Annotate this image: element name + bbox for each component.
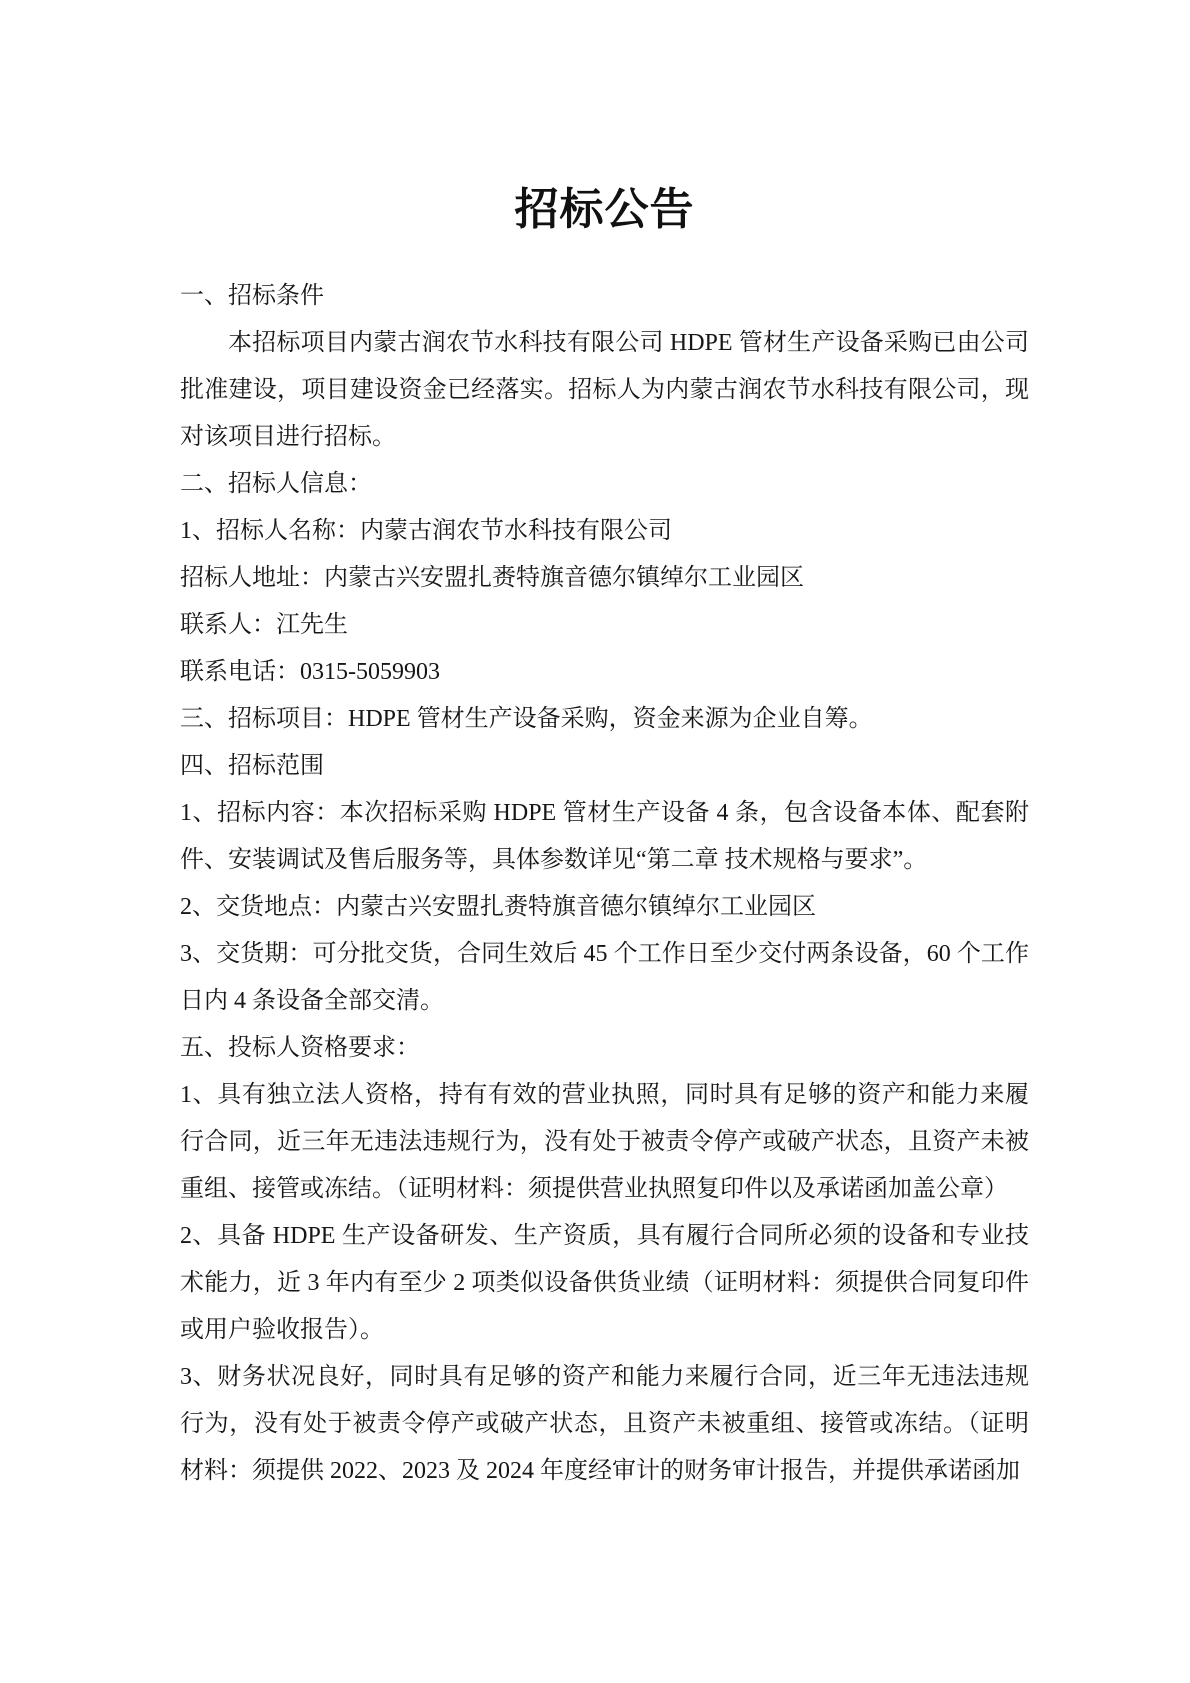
document-paragraph: 1、招标人名称：内蒙古润农节水科技有限公司 (180, 518, 672, 544)
document-paragraph: 1、具有独立法人资格，持有有效的营业执照，同时具有足够的资产和能力来履行合同，近三年无违法违规行为，没有处于被责令停产或破产状态，且资产未被重组、接管或冻结。（证明材料：须提供营业执照复印件以及承诺函加盖公章） (180, 1082, 1029, 1202)
document-paragraph: 3、交货期：可分批交货，合同生效后 45 个工作日至少交付两条设备，60 个工作日内 4 条设备全部交清。 (180, 941, 1029, 1014)
document-paragraph: 2、具备 HDPE 生产设备研发、生产资质，具有履行合同所必须的设备和专业技术能力，近 3 年内有至少 2 项类似设备供货业绩（证明材料：须提供合同复印件或用户验收报告）。 (180, 1223, 1029, 1343)
document-paragraph: 三、招标项目：HDPE 管材生产设备采购，资金来源为企业自筹。 (180, 706, 873, 732)
document-paragraph: 五、投标人资格要求： (180, 1035, 420, 1061)
document-paragraph: 招标人地址：内蒙古兴安盟扎赉特旗音德尔镇绰尔工业园区 (180, 565, 804, 591)
document-paragraph: 本招标项目内蒙古润农节水科技有限公司 HDPE 管材生产设备采购已由公司批准建设，项目建设资金已经落实。招标人为内蒙古润农节水科技有限公司，现对该项目进行招标。 (180, 330, 1029, 450)
document-paragraph: 一、招标条件 (180, 283, 324, 309)
document-paragraph: 二、招标人信息： (180, 471, 372, 497)
document-paragraph: 1、招标内容：本次招标采购 HDPE 管材生产设备 4 条，包含设备本体、配套附件、安装调试及售后服务等，具体参数详见“第二章 技术规格与要求”。 (180, 800, 1029, 873)
document-paragraph: 3、财务状况良好，同时具有足够的资产和能力来履行合同，近三年无违法违规行为，没有处于被责令停产或破产状态，且资产未被重组、接管或冻结。（证明材料：须提供 2022、2023 及 2024 年度经审计的财务审计报告，并提供承诺函加 (180, 1364, 1029, 1484)
document-body (180, 273, 1029, 1495)
document-paragraph: 联系电话：0315-5059903 (180, 659, 440, 685)
document-paragraph: 四、招标范围 (180, 753, 324, 779)
document-title: 招标公告 (514, 185, 695, 234)
document-paragraph: 2、交货地点：内蒙古兴安盟扎赉特旗音德尔镇绰尔工业园区 (180, 894, 816, 920)
document-paragraph: 联系人：江先生 (180, 612, 348, 638)
